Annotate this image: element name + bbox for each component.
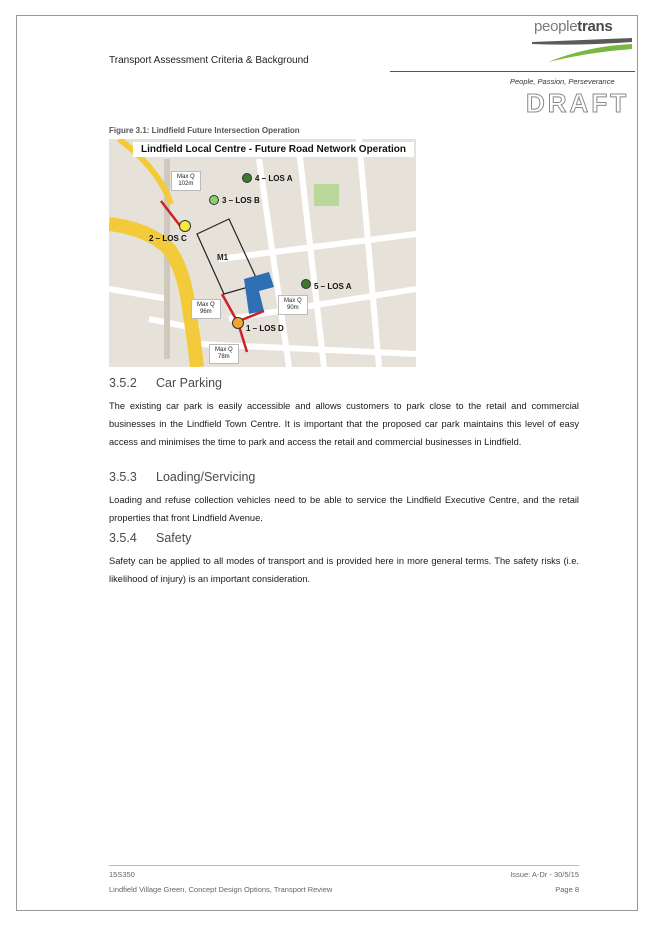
section-heading: 3.5.4 Safety [109,531,192,545]
intersection-5-marker [301,279,311,289]
intersection-3-marker [209,195,219,205]
intersection-map [109,139,416,367]
intersection-2-marker [179,220,191,232]
map-title: Lindfield Local Centre - Future Road Network Operation [133,142,414,157]
max-queue-label: Max Q 78m [209,344,239,364]
intersection-3-label: 3 – LOS B [222,196,260,205]
figure-caption: Figure 3.1: Lindfield Future Intersection Operation [109,126,300,135]
tagline: People, Passion, Perseverance [510,77,615,86]
max-queue-label: Max Q 102m [171,171,201,191]
footer-ref: 15S350 [109,870,135,879]
intersection-4-marker [242,173,252,183]
footer-issue: Issue: A-Dr - 30/5/15 [510,870,579,879]
section-body: The existing car park is easily accessible and allows customers to park close to the retail and commercial businesses in the Lindfield Town Centre. It is important that the proposed car park maintains this level of easy access and minimises the time to park and access the retail and commercial businesses in Lindfield. [109,401,579,447]
section-body: Safety can be applied to all modes of transport and is provided here in more general terms. The safety risks (i.e. likelihood of injury) is an important consideration. [109,556,579,584]
section-heading: 3.5.2 Car Parking [109,376,222,390]
header-divider [390,71,635,72]
section-body: Loading and refuse collection vehicles need to be able to service the Lindfield Executive Centre, and the retail properties that front Lindfield Avenue. [109,495,579,523]
logo-swoosh-icon [528,18,634,70]
intersection-2-label: 2 – LOS C [149,234,187,243]
header-title: Transport Assessment Criteria & Background [109,55,309,66]
intersection-1-label: 1 – LOS D [246,324,284,333]
intersection-4-label: 4 – LOS A [255,174,293,183]
max-queue-label: Max Q 90m [278,295,308,315]
footer-divider [109,865,579,866]
draft-watermark: DRAFT [526,88,630,118]
intersection-5-label: 5 – LOS A [314,282,352,291]
intersection-1-marker [232,317,244,329]
max-queue-label: Max Q 96m [191,299,221,319]
section-heading: 3.5.3 Loading/Servicing [109,470,256,484]
site-label: M1 [217,253,229,262]
footer-project: Lindfield Village Green, Concept Design Options, Transport Review [109,885,333,894]
company-logo [528,18,634,70]
logo-text-bold: trans [577,18,613,35]
footer-page-number: Page 8 [555,885,579,894]
logo-text-light: people [534,18,578,35]
